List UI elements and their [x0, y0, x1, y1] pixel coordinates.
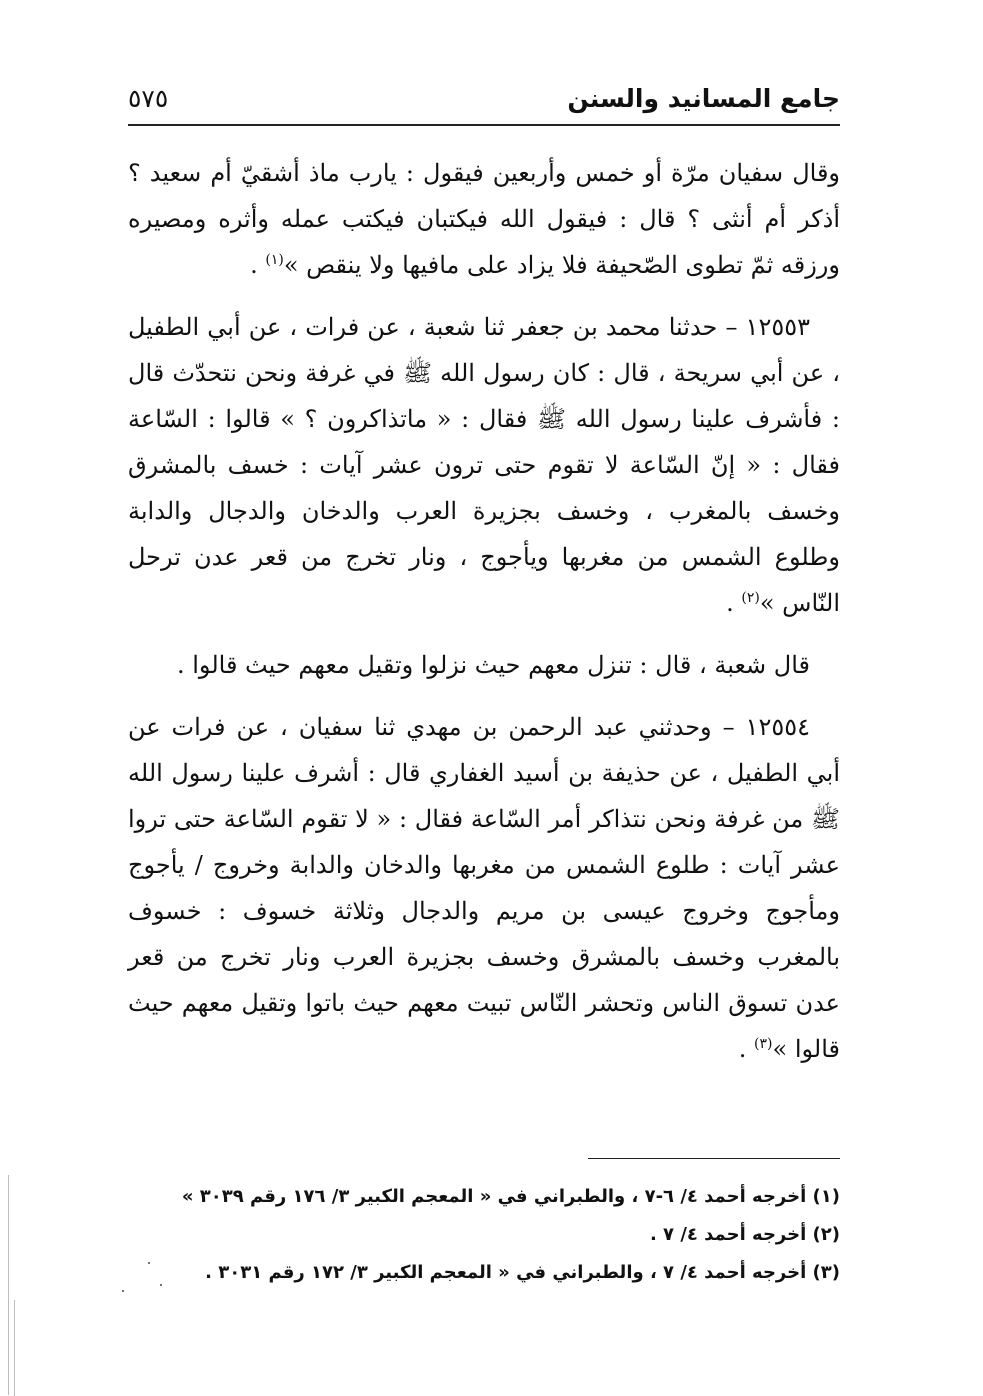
paragraph-continuation: [128, 150, 840, 288]
paragraph-tail: .: [250, 251, 266, 279]
footnotes: [128, 1178, 840, 1292]
footnote-2: (٢) أخرجه أحمد ٤/ ٧ .: [649, 1224, 840, 1245]
scan-speck: [160, 1284, 162, 1286]
paragraph-text: قال شعبة ، قال : تنزل معهم حيث نزلوا وتقيل معهم حيث قالوا .: [177, 651, 810, 679]
paragraph-text: ١٢٥٥٤ – وحدثني عبد الرحمن بن مهدي ثنا سفيان ، عن فرات عن أبي الطفيل ، عن حذيفة بن أسيد الغفاري قال : أشرف علينا رسول الله ﷺ من غرفة ونحن نتذاكر أمر السّاعة فقال : « لا تقوم السّاعة حتى تروا عشر آيات : طلوع الشمس من مغربها والدخان والدابة وخروج / يأجوج ومأجوج وخروج عيسى بن مريم والدجال وثلاثة خسوف : خسوف بالمغرب وخسف بالمشرق وخسف بجزيرة العرب ونار تخرج من قعر عدن تسوق الناس وتحشر النّاس تبيت معهم حيث باتوا وتقيل معهم حيث قالوا »: [128, 713, 840, 1063]
header-rule: [128, 124, 840, 126]
paragraph-tail: .: [726, 589, 742, 617]
hadith-12554: [128, 704, 840, 1072]
footnote-marker: (١): [265, 252, 284, 268]
footnote-marker: (٢): [741, 590, 760, 606]
footnote-marker: (٣): [754, 1036, 773, 1052]
main-text: [128, 150, 840, 1088]
footnote-1: (١) أخرجه أحمد ٤/ ٦-٧ ، والطبراني في « المعجم الكبير ٣/ ١٧٦ رقم ٣٠٣٩ »: [181, 1186, 840, 1207]
footnote-rule: [588, 1158, 840, 1159]
footnote-3: (٣) أخرجه أحمد ٤/ ٧ ، والطبراني في « المعجم الكبير ٣/ ١٧٢ رقم ٣٠٣١ .: [205, 1262, 840, 1283]
paragraph-text: وقال سفيان مرّة أو خمس وأربعين فيقول : يارب ماذ أشقيّ أم سعيد ؟ أذكر أم أنثى ؟ قال : فيقول الله فيكتبان فيكتب عمله وأثره ومصيره ورزقه ثمّ تطوى الصّحيفة فلا يزاد على مافيها ولا ينقص »: [128, 159, 840, 279]
scan-edge-line: [14, 1300, 15, 1396]
hadith-12553: [128, 304, 840, 626]
scan-speck: [122, 1290, 124, 1292]
paragraph-tail: .: [738, 1035, 755, 1063]
page-number: ٥٧٥: [128, 83, 169, 113]
scan-speck: [148, 1262, 150, 1264]
page-header: [128, 78, 840, 118]
shuba-comment: [128, 642, 840, 688]
scan-edge-line: [8, 1175, 9, 1395]
paragraph-text: ١٢٥٥٣ – حدثنا محمد بن جعفر ثنا شعبة ، عن فرات ، عن أبي الطفيل ، عن أبي سريحة ، قال : كان رسول الله ﷺ في غرفة ونحن نتحدّث قال : فأشرف علينا رسول الله ﷺ فقال : « ماتذاكرون ؟ » قالوا : السّاعة فقال : « إنّ السّاعة لا تقوم حتى ترون عشر آيات : خسف بالمشرق وخسف بالمغرب ، وخسف بجزيرة العرب والدخان والدجال والدابة وطلوع الشمس من مغربها ويأجوج ، ونار تخرج من قعر عدن ترحل النّاس »: [128, 313, 840, 617]
book-title: جامع المسانيد والسنن: [567, 83, 840, 113]
